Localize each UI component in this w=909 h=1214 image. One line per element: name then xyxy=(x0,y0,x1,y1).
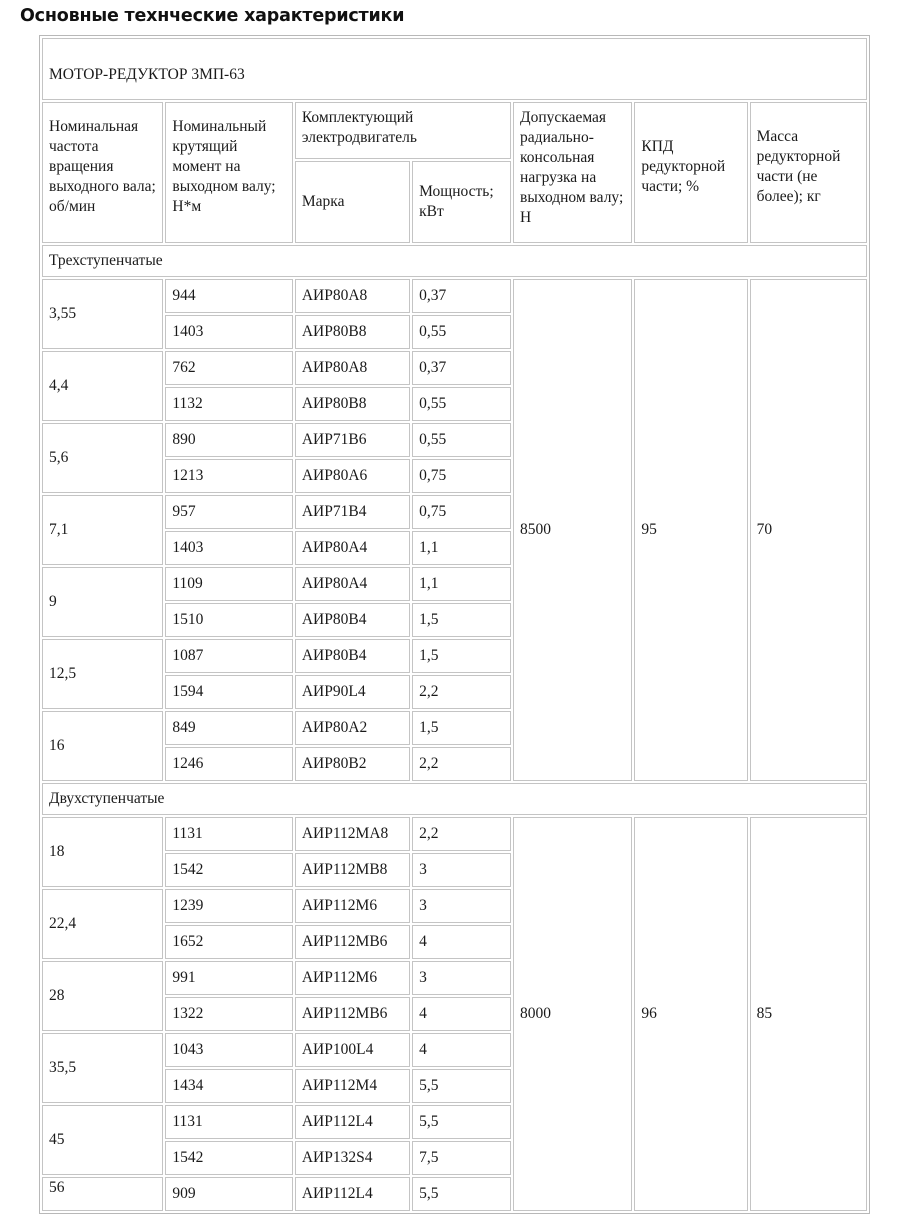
power-cell: 1,5 xyxy=(412,711,511,745)
brand-cell: АИР80В4 xyxy=(295,603,410,637)
power-cell: 0,55 xyxy=(412,423,511,457)
torque-cell: 1322 xyxy=(165,997,292,1031)
brand-cell: АИР80А8 xyxy=(295,351,410,385)
speed-cell: 3,55 xyxy=(42,279,163,349)
header-brand: Марка xyxy=(295,161,410,243)
brand-cell: АИР80В8 xyxy=(295,315,410,349)
brand-cell: АИР112МВ6 xyxy=(295,925,410,959)
speed-cell: 5,6 xyxy=(42,423,163,493)
brand-cell: АИР112МВ6 xyxy=(295,997,410,1031)
power-cell: 1,5 xyxy=(412,639,511,673)
brand-cell: АИР112МА8 xyxy=(295,817,410,851)
power-cell: 3 xyxy=(412,889,511,923)
header-efficiency: КПД редукторной части; % xyxy=(634,102,747,243)
torque-cell: 991 xyxy=(165,961,292,995)
torque-cell: 1131 xyxy=(165,817,292,851)
load-cell: 8500 xyxy=(513,279,632,781)
torque-cell: 1594 xyxy=(165,675,292,709)
power-cell: 5,5 xyxy=(412,1069,511,1103)
power-cell: 2,2 xyxy=(412,675,511,709)
torque-cell: 1239 xyxy=(165,889,292,923)
brand-cell: АИР112М6 xyxy=(295,889,410,923)
power-cell: 0,55 xyxy=(412,387,511,421)
power-cell: 7,5 xyxy=(412,1141,511,1175)
load-cell: 8000 xyxy=(513,817,632,1211)
power-cell: 0,75 xyxy=(412,459,511,493)
speed-cell: 35,5 xyxy=(42,1033,163,1103)
header-power: Мощность; кВт xyxy=(412,161,511,243)
speed-cell: 22,4 xyxy=(42,889,163,959)
power-cell: 4 xyxy=(412,997,511,1031)
brand-cell: АИР132S4 xyxy=(295,1141,410,1175)
power-cell: 2,2 xyxy=(412,747,511,781)
page-heading: Основные технческие характеристики xyxy=(20,6,405,26)
group-label: Двухступенчатые xyxy=(42,783,867,815)
speed-cell: 12,5 xyxy=(42,639,163,709)
table-row xyxy=(42,279,867,313)
spec-table xyxy=(39,35,870,1214)
torque-cell: 957 xyxy=(165,495,292,529)
torque-cell: 1403 xyxy=(165,315,292,349)
power-cell: 1,1 xyxy=(412,567,511,601)
brand-cell: АИР112L4 xyxy=(295,1177,410,1211)
power-cell: 1,5 xyxy=(412,603,511,637)
header-speed: Номинальная частота вращения выходного вала; об/мин xyxy=(42,102,163,243)
table-title: МОТОР-РЕДУКТОР 3МП-63 xyxy=(42,38,867,100)
brand-cell: АИР112М4 xyxy=(295,1069,410,1103)
brand-cell: АИР71В4 xyxy=(295,495,410,529)
brand-cell: АИР112М6 xyxy=(295,961,410,995)
speed-cell: 56 xyxy=(42,1177,163,1211)
power-cell: 0,37 xyxy=(412,351,511,385)
brand-cell: АИР112МВ8 xyxy=(295,853,410,887)
torque-cell: 1043 xyxy=(165,1033,292,1067)
speed-cell: 7,1 xyxy=(42,495,163,565)
power-cell: 3 xyxy=(412,853,511,887)
mass-cell: 70 xyxy=(750,279,867,781)
torque-cell: 1510 xyxy=(165,603,292,637)
brand-cell: АИР112L4 xyxy=(295,1105,410,1139)
power-cell: 4 xyxy=(412,925,511,959)
torque-cell: 1132 xyxy=(165,387,292,421)
power-cell: 0,75 xyxy=(412,495,511,529)
torque-cell: 1246 xyxy=(165,747,292,781)
torque-cell: 1542 xyxy=(165,1141,292,1175)
torque-cell: 890 xyxy=(165,423,292,457)
efficiency-cell: 96 xyxy=(634,817,747,1211)
speed-cell: 16 xyxy=(42,711,163,781)
torque-cell: 1131 xyxy=(165,1105,292,1139)
header-mass: Масса редукторной части (не более); кг xyxy=(750,102,867,243)
brand-cell: АИР80А4 xyxy=(295,531,410,565)
speed-cell: 9 xyxy=(42,567,163,637)
efficiency-cell: 95 xyxy=(634,279,747,781)
torque-cell: 1434 xyxy=(165,1069,292,1103)
torque-cell: 1109 xyxy=(165,567,292,601)
header-motor: Комплектующий электродвигатель xyxy=(295,102,511,159)
power-cell: 0,37 xyxy=(412,279,511,313)
group-label: Трехступенчатые xyxy=(42,245,867,277)
torque-cell: 909 xyxy=(165,1177,292,1211)
brand-cell: АИР80А4 xyxy=(295,567,410,601)
power-cell: 5,5 xyxy=(412,1105,511,1139)
torque-cell: 1542 xyxy=(165,853,292,887)
brand-cell: АИР100L4 xyxy=(295,1033,410,1067)
power-cell: 2,2 xyxy=(412,817,511,851)
brand-cell: АИР80А2 xyxy=(295,711,410,745)
brand-cell: АИР90L4 xyxy=(295,675,410,709)
torque-cell: 1403 xyxy=(165,531,292,565)
brand-cell: АИР80В8 xyxy=(295,387,410,421)
speed-cell: 18 xyxy=(42,817,163,887)
header-load: Допускаемая радиально-консольная нагрузка на выходном валу; Н xyxy=(513,102,632,243)
speed-cell: 4,4 xyxy=(42,351,163,421)
mass-cell: 85 xyxy=(750,817,867,1211)
power-cell: 0,55 xyxy=(412,315,511,349)
power-cell: 5,5 xyxy=(412,1177,511,1211)
table-row xyxy=(42,817,867,851)
speed-cell: 45 xyxy=(42,1105,163,1175)
brand-cell: АИР80В4 xyxy=(295,639,410,673)
torque-cell: 849 xyxy=(165,711,292,745)
header-torque: Номинальный крутящий момент на выходном валу; Н*м xyxy=(165,102,292,243)
brand-cell: АИР80А8 xyxy=(295,279,410,313)
brand-cell: АИР80В2 xyxy=(295,747,410,781)
power-cell: 4 xyxy=(412,1033,511,1067)
brand-cell: АИР71В6 xyxy=(295,423,410,457)
brand-cell: АИР80А6 xyxy=(295,459,410,493)
torque-cell: 1652 xyxy=(165,925,292,959)
power-cell: 3 xyxy=(412,961,511,995)
torque-cell: 1213 xyxy=(165,459,292,493)
torque-cell: 762 xyxy=(165,351,292,385)
speed-cell: 28 xyxy=(42,961,163,1031)
torque-cell: 944 xyxy=(165,279,292,313)
torque-cell: 1087 xyxy=(165,639,292,673)
power-cell: 1,1 xyxy=(412,531,511,565)
